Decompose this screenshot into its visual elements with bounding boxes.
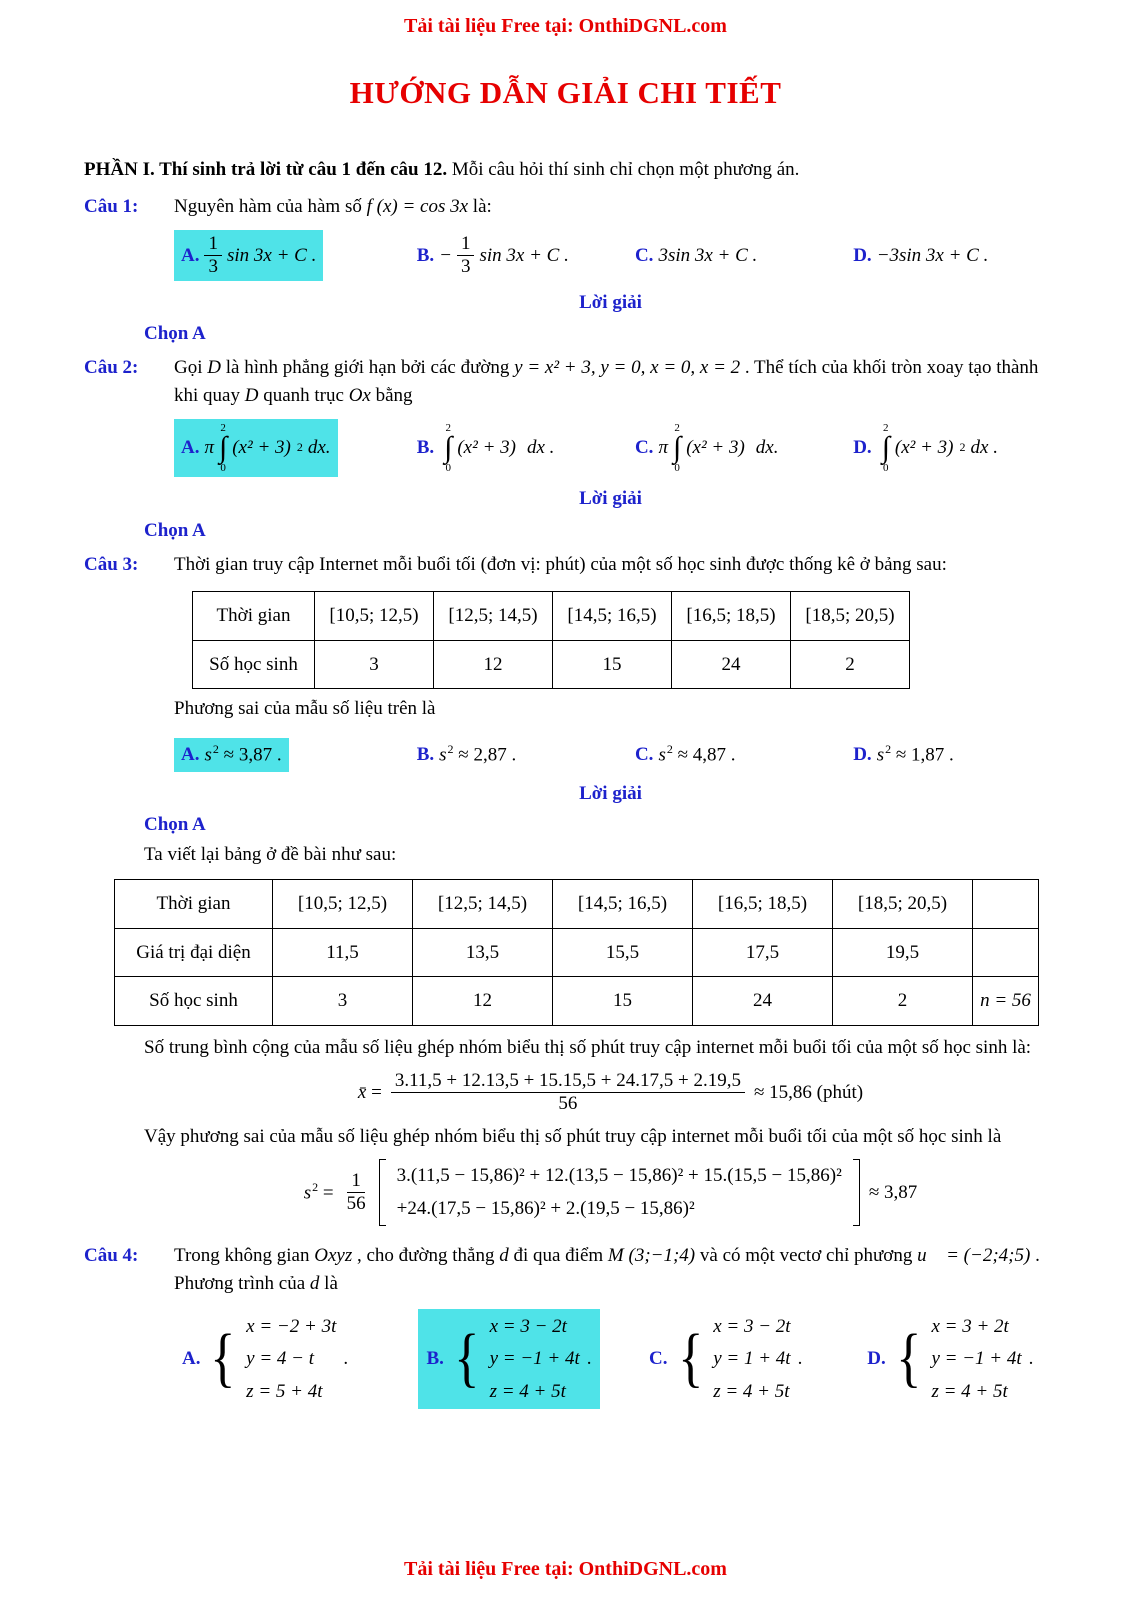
table-cell: 2 [833,977,973,1026]
table-row [115,880,1039,929]
variance-line-2: +24.(17,5 − 15,86)² + 2.(19,5 − 15,86)² [396,1197,695,1219]
exponent: 2 [959,440,966,455]
differential: dx . [970,437,998,459]
question-4-number: Câu 4: [84,1244,139,1266]
table-cell: [18,5; 20,5) [791,592,910,641]
integrand: (x² + 3) [232,437,291,459]
math-inline: D [244,385,259,407]
text-segment: và có một vectơ chỉ phương [695,1244,918,1266]
text-segment: bằng [370,385,413,407]
math-inline: y = x² + 3, y = 0, x = 0, x = 2 [514,356,741,378]
math-inline: d [499,1244,509,1266]
table-row [115,977,1039,1026]
left-bracket [379,1159,386,1225]
option-d [846,239,1047,273]
option-a-content [174,419,338,478]
solution-heading: Lời giải [579,291,642,313]
table-cell: 3 [273,977,413,1026]
mean-formula [174,1070,1047,1115]
table-cell: [16,5; 18,5) [693,880,833,929]
option-b-label: B. [416,743,435,765]
integrand: (x² + 3) [894,437,954,459]
question-2-text [174,354,1047,411]
option-c-content [628,239,764,273]
question-2-body [144,354,1047,547]
option-d-label: D. [853,437,872,459]
right-bracket [853,1159,860,1225]
question-2 [84,354,1047,547]
table-cell: Giá trị đại diện [115,928,273,977]
differential: dx. [755,437,779,459]
table-cell [973,928,1039,977]
math-inline: Ox [348,385,371,407]
option-c-label: C. [634,437,654,459]
option-a-math [204,741,281,769]
mean-lhs [358,1079,382,1107]
brace-icon: { [210,1321,237,1395]
integral-icon: ∫ [219,430,228,464]
option-d-math [877,741,954,769]
variance-symbol: s [303,1181,312,1203]
exponent: 2 [447,741,454,756]
question-3 [84,551,1047,1234]
equation-line: z = 4 + 5t [489,1380,566,1402]
option-b-content [410,738,524,772]
fraction-numerator: 1 [347,1170,365,1193]
exponent: 2 [885,741,892,756]
text-segment: là [319,1273,338,1295]
option-d-content [846,419,1005,478]
option-a-content [174,230,323,281]
option-c-content [641,1309,810,1410]
table-cell: [10,5; 12,5) [273,880,413,929]
option-d-label: D. [853,244,872,266]
option-c-math: 3sin 3x + C . [658,244,758,266]
option-d [846,738,1047,772]
solution-heading: Lời giải [579,488,642,510]
variance-symbol: s [658,743,666,765]
variance-expression [395,1159,844,1225]
text-segment: , cho đường thẳng [352,1244,500,1266]
equals-sign: = [371,1081,382,1103]
question-1-body [144,193,1047,349]
question-4-text [174,1242,1047,1299]
equals-sign: = [322,1181,334,1203]
table-cell: [12,5; 14,5) [413,880,553,929]
table-cell: 15,5 [553,928,693,977]
page-title: HƯỚNG DẪN GIẢI CHI TIẾT [349,75,782,110]
equation-system [246,1313,336,1406]
option-c-label: C. [634,743,654,765]
equation-system [490,1313,580,1406]
question-2-number: Câu 2: [84,356,139,378]
grouped-data-table [114,879,1039,1026]
equation-line: y = 4 − t [246,1348,315,1370]
integral-upper-limit: 2 [883,421,889,434]
vector-symbol: u⃗ = (−2;4;5) [917,1244,1031,1266]
table-cell: 11,5 [273,928,413,977]
equation-system [713,1313,790,1406]
question-2-options [174,419,1047,478]
text-segment: quanh trục [258,385,349,407]
table-cell: 17,5 [693,928,833,977]
minus-sign: − [439,244,452,266]
option-d-content [846,239,995,273]
option-b-label: B. [416,437,435,459]
table-cell: 12 [434,640,553,689]
question-4 [84,1242,1047,1410]
equation-line: z = 4 + 5t [713,1380,790,1402]
text-segment: là hình phẳng giới hạn bởi các đường [220,356,515,378]
option-b-content [410,419,562,478]
question-3-options [174,738,1047,772]
math-inline: Oxyz [314,1244,353,1266]
table-cell: n = 56 [973,977,1039,1026]
mean-result: ≈ 15,86 (phút) [753,1081,864,1103]
question-1 [84,193,1047,349]
option-a-label: A. [181,743,200,765]
option-b [410,419,628,478]
exponent: 2 [312,1179,319,1194]
pi-symbol: π [658,437,668,459]
table-cell: [14,5; 16,5) [553,880,693,929]
equation-line: x = −2 + 3t [246,1315,337,1337]
text-segment: Nguyên hàm của hàm số [174,196,367,218]
option-b [418,1309,641,1410]
equation-line: x = 3 + 2t [931,1315,1009,1337]
table-cell: Số học sinh [193,640,315,689]
table-cell: 2 [791,640,910,689]
mean-explanation: Số trung bình cộng của mẫu số liệu ghép nhóm biểu thị số phút truy cập internet mỗi buổi tối của một số học sinh là: [144,1036,1032,1058]
integral-sign [444,422,452,475]
text-segment: . Phương trình của [174,1244,1040,1295]
option-a-label: A. [182,1348,201,1370]
fraction-denominator: 3 [460,255,471,277]
brace-icon: { [677,1321,704,1395]
option-c-content [628,419,786,478]
equation-line: y = −1 + 4t [489,1348,580,1370]
text-segment: đi qua điểm [508,1244,608,1266]
integral-lower-limit: 0 [883,462,889,475]
table-cell: 24 [672,640,791,689]
option-b [410,230,628,281]
option-d-label: D. [867,1348,886,1370]
text-segment: . Thể tích của khối tròn xoay tạo thành khi quay [174,356,1039,407]
fraction [457,233,475,278]
table-cell: Thời gian [193,592,315,641]
option-d-content [846,738,961,772]
integral-lower-limit: 0 [445,462,451,475]
fraction-denominator: 56 [558,1093,578,1115]
fraction-denominator: 3 [208,255,218,277]
table-cell: [16,5; 18,5) [672,592,791,641]
question-1-options [174,230,1047,281]
variance-result: ≈ 3,87 [868,1181,918,1203]
option-b [410,738,628,772]
option-a [174,230,410,281]
question-4-body [174,1242,1047,1410]
exponent: 2 [666,741,673,756]
equation-system [931,1313,1021,1406]
variance-line-1: 3.(11,5 − 15,86)² + 12.(13,5 − 15,86)² + 15.(15,5 − 15,86)² [396,1165,842,1187]
approx-value: ≈ 4,87 . [672,743,736,765]
solution-heading: Lời giải [579,782,642,804]
table-row [115,928,1039,977]
question-4-options [174,1309,1047,1410]
integral-icon: ∫ [672,430,682,464]
option-c-label: C. [649,1348,668,1370]
option-a-content [174,1309,356,1410]
table-cell: [18,5; 20,5) [833,880,973,929]
period: . [343,1348,349,1370]
integral-lower-limit: 0 [674,462,680,475]
math-inline: D [207,356,221,378]
option-b-content [410,230,576,281]
table-cell: 12 [413,977,553,1026]
option-d-label: D. [853,743,872,765]
option-c [628,419,846,478]
option-d [859,1309,1047,1410]
option-d [846,419,1047,478]
table-cell: Thời gian [115,880,273,929]
differential: dx . [526,437,555,459]
answer-choice: Chọn A [144,520,206,541]
variance-lhs [304,1179,334,1207]
integral-lower-limit: 0 [220,462,226,475]
footer-text: Tải tài liệu Free tại: OnthiDGNL.com [404,1558,727,1580]
option-c [641,1309,859,1410]
frequency-table [192,591,910,689]
question-1-number: Câu 1: [84,196,139,218]
exponent: 2 [296,440,303,455]
approx-value: ≈ 2,87 . [453,743,517,765]
answer-choice: Chọn A [144,323,206,345]
fraction [343,1170,370,1215]
variance-symbol: s [876,743,885,765]
option-c-math [658,741,735,769]
option-a-math: sin 3x + C . [226,244,317,266]
variance-formula [174,1159,1047,1225]
table-cell: 24 [693,977,833,1026]
text-segment: Gọi [174,356,208,378]
option-a [174,738,410,772]
equation-line: y = 1 + 4t [713,1348,791,1370]
table-cell: 3 [315,640,434,689]
option-c [628,239,846,273]
table-cell: [10,5; 12,5) [315,592,434,641]
part-heading-bold: PHẦN I. Thí sinh trả lời từ câu 1 đến câu 12. [84,158,452,180]
header-text: Tải tài liệu Free tại: OnthiDGNL.com [404,15,727,37]
option-d-content [859,1309,1041,1410]
integral-upper-limit: 2 [220,421,226,434]
option-a-label: A. [181,437,200,459]
question-3-text: Thời gian truy cập Internet mỗi buổi tối (đơn vị: phút) của một số học sinh được thống kê ở bảng sau: [174,553,947,575]
integral-sign [882,422,890,475]
table-cell: [14,5; 16,5) [553,592,672,641]
pi-symbol: π [204,437,215,459]
table-cell: Số học sinh [115,977,273,1026]
table-cell: 19,5 [833,928,973,977]
fraction [204,233,222,278]
integral-sign [219,422,227,475]
brace-icon: { [895,1321,922,1395]
option-c-content [628,738,743,772]
integral-icon: ∫ [881,430,890,464]
question-1-text [174,193,1047,222]
header-banner [84,12,1047,41]
question-3-number: Câu 3: [84,553,139,575]
equation-line: y = −1 + 4t [931,1348,1022,1370]
table-row [193,592,910,641]
period: . [586,1348,592,1370]
equation-line: x = 3 − 2t [489,1315,567,1337]
fraction [391,1070,745,1115]
integral-icon: ∫ [444,430,453,464]
variance-explanation: Vậy phương sai của mẫu số liệu ghép nhóm biểu thị số phút truy cập internet mỗi buổi tối của một số học sinh là [144,1125,1002,1147]
rewrite-table-note: Ta viết lại bảng ở đề bài như sau: [144,843,397,865]
table-cell: 15 [553,640,672,689]
approx-value: ≈ 1,87 . [891,743,954,765]
math-inline: f (x) = cos 3x [366,196,469,218]
text-segment: Trong không gian [174,1244,315,1266]
variance-symbol: s [439,743,447,765]
option-a [174,1309,418,1410]
integrand: (x² + 3) [686,437,745,459]
option-d-math: −3sin 3x + C . [876,244,989,266]
option-a-label: A. [181,244,200,266]
exponent: 2 [212,741,219,756]
part-heading [84,156,1047,184]
fraction-denominator: 56 [346,1192,366,1214]
integral-upper-limit: 2 [674,421,680,434]
integrand: (x² + 3) [457,437,516,459]
option-a-content [174,738,289,772]
math-inline: d [309,1273,320,1295]
footer-banner [84,1555,1047,1584]
equation-line: z = 4 + 5t [931,1380,1008,1402]
approx-value: ≈ 3,87 . [218,743,282,765]
text-segment: là: [468,196,492,218]
option-b-label: B. [426,1348,444,1370]
option-a [174,419,410,478]
table-cell: 13,5 [413,928,553,977]
integral-upper-limit: 2 [445,421,451,434]
fraction-numerator: 1 [204,233,222,256]
option-b-math: sin 3x + C . [479,244,569,266]
part-heading-normal: Mỗi câu hỏi thí sinh chỉ chọn một phương án. [451,158,800,180]
option-b-math [439,741,516,769]
period: . [1028,1348,1034,1370]
option-b-content [418,1309,599,1410]
equation-line: x = 3 − 2t [713,1315,791,1337]
fraction-numerator: 3.11,5 + 12.13,5 + 15.15,5 + 24.17,5 + 2.19,5 [391,1070,745,1093]
integral-sign [673,422,681,475]
question-3-body [136,551,1047,1234]
x-bar-symbol: x̄ [357,1081,367,1103]
answer-choice: Chọn A [144,814,206,836]
variance-symbol: s [204,743,212,765]
table-cell: [12,5; 14,5) [434,592,553,641]
option-c-label: C. [634,244,654,266]
option-b-label: B. [416,244,435,266]
table-cell: 15 [553,977,693,1026]
option-c [628,738,846,772]
brace-icon: { [454,1321,480,1395]
table-row [193,640,910,689]
equation-line: z = 5 + 4t [246,1380,323,1402]
period: . [797,1348,803,1370]
differential: dx. [307,437,331,459]
question-3-subtext: Phương sai của mẫu số liệu trên là [174,698,436,720]
math-inline: M (3;−1;4) [607,1244,696,1266]
fraction-numerator: 1 [457,233,475,256]
table-cell [973,880,1039,929]
